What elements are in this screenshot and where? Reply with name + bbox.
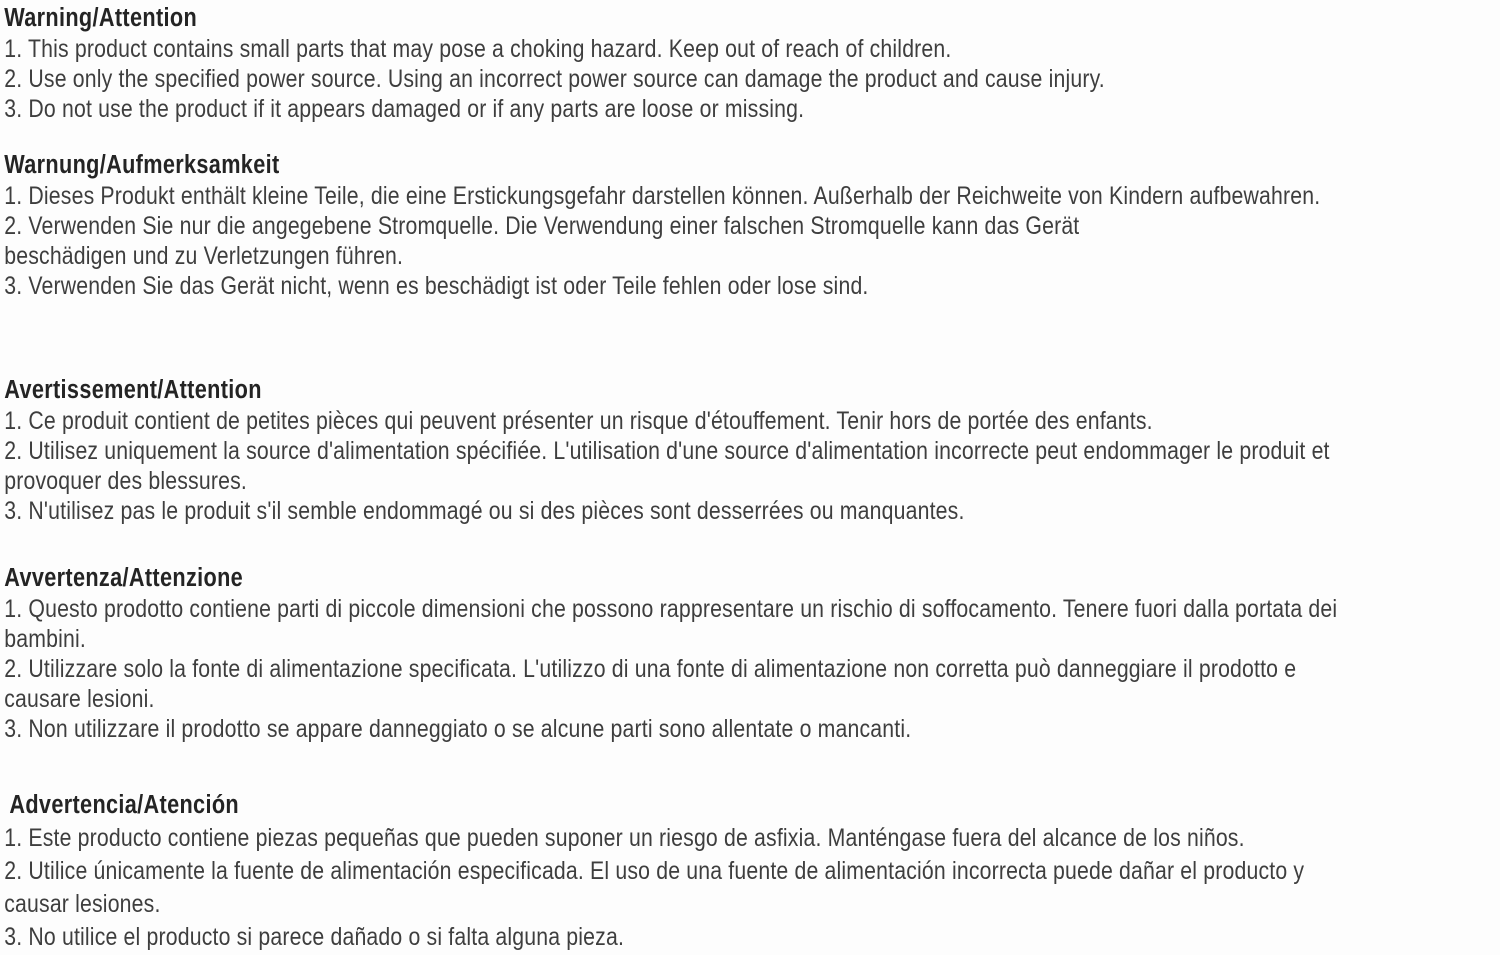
section-heading-spanish: Advertencia/Atención bbox=[9, 791, 239, 819]
warning-line: 1. Dieses Produkt enthält kleine Teile, die eine Erstickungsgefahr darstellen können. Außerhalb der Reichweite von Kindern aufbewahren. bbox=[4, 182, 1321, 210]
warning-line: 2. Utilisez uniquement la source d'alimentation spécifiée. L'utilisation d'une source d'alimentation incorrecte peut endommager le produit et bbox=[4, 437, 1330, 465]
warning-line: 3. Non utilizzare il prodotto se appare danneggiato o se alcune parti sono allentate o mancanti. bbox=[4, 715, 912, 743]
warning-line: 3. N'utilisez pas le produit s'il semble endommagé ou si des pièces sont desserrées ou manquantes. bbox=[4, 497, 965, 525]
warning-line: provoquer des blessures. bbox=[4, 467, 247, 495]
warning-line: bambini. bbox=[4, 625, 86, 653]
warning-line: 3. Do not use the product if it appears damaged or if any parts are loose or missing. bbox=[4, 95, 805, 123]
section-heading-english: Warning/Attention bbox=[4, 4, 198, 32]
warning-line: 3. Verwenden Sie das Gerät nicht, wenn es beschädigt ist oder Teile fehlen oder lose sind. bbox=[4, 272, 869, 300]
warning-line: 1. This product contains small parts that may pose a choking hazard. Keep out of reach of children. bbox=[4, 35, 952, 63]
warning-line: 2. Use only the specified power source. Using an incorrect power source can damage the product and cause injury. bbox=[4, 65, 1105, 93]
warning-section-german bbox=[4, 150, 1500, 301]
warning-line: causar lesiones. bbox=[4, 890, 161, 918]
warning-line: 1. Ce produit contient de petites pièces qui peuvent présenter un risque d'étouffement. Tenir hors de portée des enfants. bbox=[4, 407, 1153, 435]
section-heading-french: Avertissement/Attention bbox=[4, 376, 262, 404]
warning-section-english bbox=[4, 3, 1500, 124]
warning-line: 1. Este producto contiene piezas pequeñas que pueden suponer un riesgo de asfixia. Manténgase fuera del alcance de los niños. bbox=[4, 824, 1245, 852]
warning-section-spanish bbox=[4, 788, 1500, 954]
warning-section-french bbox=[4, 375, 1500, 526]
warning-section-italian bbox=[4, 563, 1500, 744]
warning-line: 3. No utilice el producto si parece dañado o si falta alguna pieza. bbox=[4, 923, 625, 951]
warning-line: causare lesioni. bbox=[4, 685, 155, 713]
warning-line: 2. Verwenden Sie nur die angegebene Stromquelle. Die Verwendung einer falschen Stromquelle kann das Gerät bbox=[4, 212, 1080, 240]
section-heading-italian: Avvertenza/Attenzione bbox=[4, 564, 244, 592]
section-heading-german: Warnung/Aufmerksamkeit bbox=[4, 151, 280, 179]
warning-line: beschädigen und zu Verletzungen führen. bbox=[4, 242, 404, 270]
warning-line: 2. Utilice únicamente la fuente de alimentación especificada. El uso de una fuente de alimentación incorrecta puede dañar el producto y bbox=[4, 857, 1305, 885]
warning-line: 2. Utilizzare solo la fonte di alimentazione specificata. L'utilizzo di una fonte di alimentazione non corretta può danneggiare il prodotto e bbox=[4, 655, 1297, 683]
warning-line: 1. Questo prodotto contiene parti di piccole dimensioni che possono rappresentare un rischio di soffocamento. Tenere fuori dalla portata dei bbox=[4, 595, 1338, 623]
